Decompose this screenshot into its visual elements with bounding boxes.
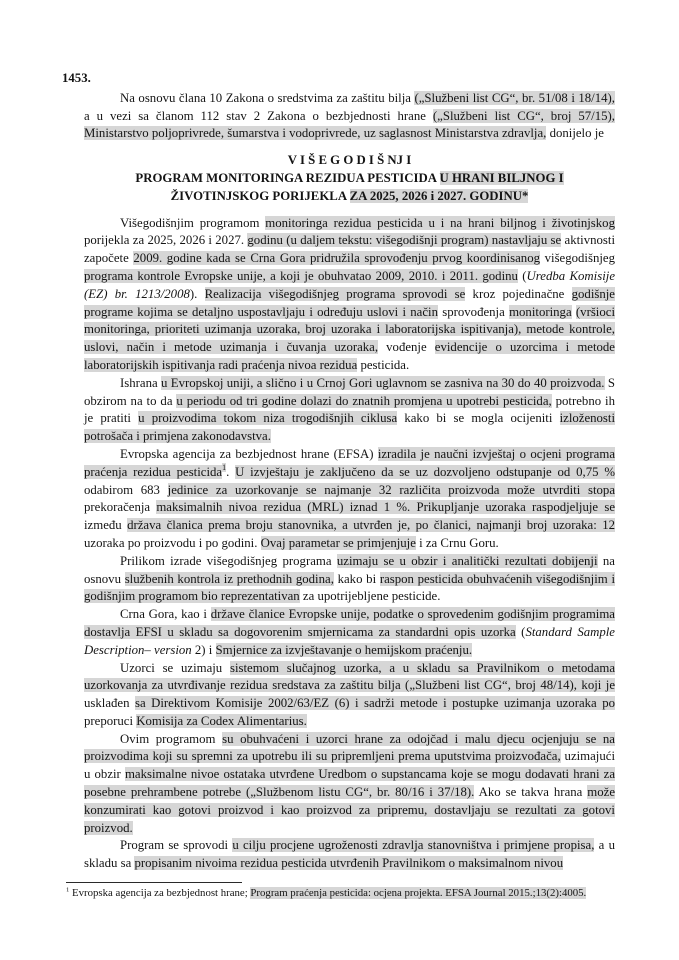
intro-paragraph: Na osnovu člana 10 Zakona o sredstvima za zaštitu bilja („Službeni list CG“, br. 51/08 i 18/14), a u vezi sa članom 112 stav 2 Zakona o bezbjednosti hrane („Službeni list CG“, broj 57/15), Ministarstvo poljoprivrede, šumarstva i vodoprivrede, uz saglasnost Ministarstva zdravlja, donijelo je [84, 90, 615, 141]
article-number: 1453. [62, 71, 91, 85]
title-line-1: V I Š E G O D I Š NJ I [287, 153, 412, 168]
footnote-separator [66, 882, 242, 883]
title-line-3: ŽIVOTINJSKOG PORIJEKLA ZA 2025, 2026 i 2027. GODINU* [170, 188, 529, 203]
body-paragraph-7: Ovim programom su obuhvaćeni i uzorci hrane za odojčad i malu djecu ocjenjuju se na proizvodima koji su spremni za upotrebu ili su pripremljeni prema uputstvima proizvođača, uzimajući u obzir maksimalne nivoe ostataka utvrđene Uredbom o supstancama koje se mogu dodavati hrani za posebne prehrambene potrebe („Službenom listu CG“, br. 80/16 i 37/18). Ako se takva hrana može konzumirati kao gotovi proizvod i kao proizvod za pripremu, dostavljaju se rezultati za gotovi proizvod. [84, 731, 616, 835]
body-paragraph-1: Višegodišnjim programom monitoringa rezidua pesticida u i na hrani biljnog i životinjskog porijekla za 2025, 2026 i 2027. godinu (u daljem tekstu: višegodišnji program) nastavljaju se aktivnosti započete 2009. godine kada se Crna Gora pridružila sprovođenju prvog koordinisanog višegodišnjeg programa kontrole Evropske unije, a koji je obuhvatao 2009, 2010. i 2011. godinu (Uredba Komisije (EZ) br. 1213/2008). Realizacija višegodišnjeg programa sprovodi se kroz pojedinačne godišnje programe kojima se detaljno uspostavljaju i određuju uslovi i način sprovođenja monitoringa (vršioci monitoringa, prioriteti uzimanja uzoraka, broj uzoraka i laboratorijska ispitivanja), metode kontrole, uslovi, način i metode uzimanja i čuvanja uzoraka, vođenje evidencije o uzorcima i metode laboratorijskih ispitivanja radi praćenja nivoa rezidua pesticida. [84, 215, 616, 372]
title-line-2: PROGRAM MONITORINGA REZIDUA PESTICIDA U HRANI BILJNOG I [135, 170, 564, 185]
body-paragraph-4: Prilikom izrade višegodišnjeg programa uzimaju se u obzir i analitički rezultati dobijenji na osnovu službenih kontrola iz prethodnih godina, kako bi raspon pesticida obuhvaćenih višegodišnjim i godišnjim programom bio reprezentativan za upotrijebljene pesticide. [84, 553, 615, 604]
footnote-text: $^1$ Evropska agencija za bezbjednost hrane; Program praćenja pesticida: ocjena projekta. EFSA Journal 2015.;13(2):4005. [66, 886, 587, 900]
body-paragraph-3: Evropska agencija za bezbjednost hrane (EFSA) izradila je naučni izvještaj o ocjeni programa praćenja rezidua pesticida$^1$. U izvještaju je zaključeno da se uz dozvoljeno odstupanje od 0,75 % odabirom 683 jedinice za uzorkovanje se najmanje 32 različita proizvoda može utvrditi stopa prekoračenja maksimalnih nivoa rezidua (MRL) iznad 1 %. Prikupljanje uzoraka raspodjeljuje se između država članica prema broju stanovnika, a utvrđen je, po članici, najmanji broj uzoraka: 12 uzoraka po proizvodu i po godini. Ovaj parametar se primjenjuje i za Crnu Goru. [84, 446, 616, 550]
body-paragraph-5: Crna Gora, kao i države članice Evropske unije, podatke o sprovedenim godišnjim programima dostavlja EFSI u skladu sa dogovorenim smjernicama za standardni opis uzorka (Standard Sample Description– version 2) i Smjernice za izvještavanje o hemijskom praćenju. [84, 607, 615, 657]
body-paragraph-6: Uzorci se uzimaju sistemom slučajnog uzorka, a u skladu sa Pravilnikom o metodama uzorkovanja za utvrđivanje rezidua sredstava za zaštitu bilja („Službeni list CG“, broj 48/14), koji je usklađen sa Direktivom Komisije 2002/63/EZ (6) i sadrži metode i postupke uzimanja uzoraka po preporuci Komisija za Codex Alimentarius. [84, 660, 616, 728]
body-paragraph-2: Ishrana u Evropskoj uniji, a slično i u Crnoj Gori uglavnom se zasniva na 30 do 40 proizvoda. S obzirom na to da u periodu od tri godine dolazi do znatnih promjena u upotrebi pesticida, potrebno ih je pratiti u proizvodima tokom niza trogodišnjih ciklusa kako bi se mogla ocijeniti izloženosti potrošača i primjena zakonodavstva. [84, 375, 616, 444]
document-title [84, 152, 615, 205]
body-paragraph-8: Program se sprovodi u cilju procjene ugroženosti zdravlja stanovništva i primjene propisa, a u skladu sa propisanim nivoima rezidua pesticida utvrđenih Pravilnikom o maksimalnom nivou [84, 838, 616, 871]
